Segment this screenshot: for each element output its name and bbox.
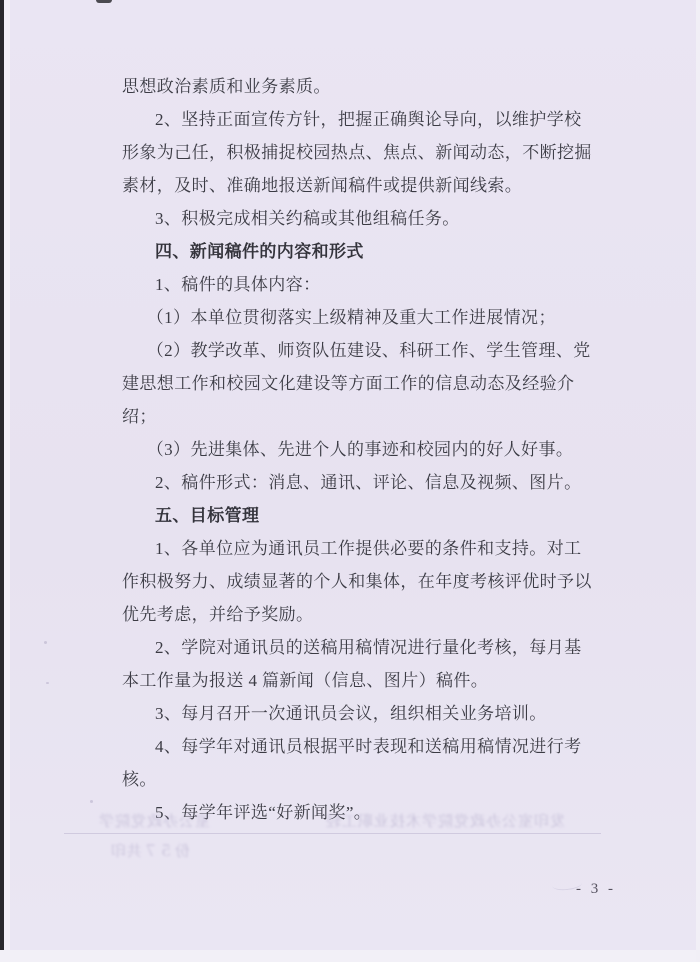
showthrough-rule	[64, 833, 601, 834]
doc-heading-line: 四、新闻稿件的内容和形式	[155, 242, 364, 261]
doc-text-line: 素材，及时、准确地报送新闻稿件或提供新闻线索。	[122, 176, 523, 195]
doc-text-line: 5、每学年评选“好新闻奖”。	[155, 803, 372, 822]
doc-text-line: （2）教学改革、师资队伍建设、科研工作、学生管理、党	[146, 341, 591, 360]
showthrough-text: 发印室公办政党院学术技业职工轻	[324, 814, 565, 830]
doc-text-line: 4、每学年对通讯员根据平时表现和送稿用稿情况进行考	[155, 737, 582, 756]
scan-speck	[44, 641, 47, 644]
doc-text-line: （3）先进集体、先进个人的事迹和校园内的好人好事。	[146, 440, 574, 459]
doc-text-line: 作积极努力、成绩显著的个人和集体，在年度考核评优时予以	[122, 572, 592, 591]
doc-text-line: 1、稿件的具体内容：	[155, 275, 321, 294]
showthrough-text: 室公办政党院学	[97, 814, 210, 830]
doc-heading-line: 五、目标管理	[155, 506, 260, 525]
doc-text-line: 绍；	[122, 407, 157, 426]
doc-text-line: （1）本单位贯彻落实上级精神及重大工作进展情况；	[146, 308, 556, 327]
scan-edge-left-light	[4, 0, 10, 962]
doc-text-line: 3、积极完成相关约稿或其他组稿任务。	[155, 209, 460, 228]
doc-text-line: 本工作量为报送 4 篇新闻（信息、图片）稿件。	[122, 671, 489, 690]
scan-edge-bottom	[0, 950, 700, 962]
doc-text-line: 2、学院对通讯员的送稿用稿情况进行量化考核，每月基	[155, 638, 582, 657]
scan-artifact-top-notch	[96, 0, 112, 3]
scan-speck	[46, 682, 49, 684]
scan-speck	[90, 800, 93, 803]
doc-text-line: 2、坚持正面宣传方针，把握正确舆论导向，以维护学校	[155, 110, 582, 129]
doc-text-line: 形象为己任，积极捕捉校园热点、焦点、新闻动态，不断挖掘	[122, 143, 592, 162]
doc-text-line: 思想政治素质和业务素质。	[122, 77, 331, 96]
document-body	[122, 70, 592, 829]
doc-text-line: 1、各单位应为通讯员工作提供必要的条件和支持。对工	[155, 539, 582, 558]
showthrough-text: 份５７共印	[109, 844, 190, 860]
doc-text-line: 建思想工作和校园文化建设等方面工作的信息动态及经验介	[122, 374, 575, 393]
doc-text-line: 2、稿件形式：消息、通讯、评论、信息及视频、图片。	[155, 473, 582, 492]
page-number: - 3 -	[576, 881, 616, 897]
doc-text-line: 优先考虑，并给予奖励。	[122, 605, 314, 624]
doc-text-line: 核。	[122, 770, 157, 789]
scan-edge-right	[696, 0, 700, 962]
doc-text-line: 3、每月召开一次通讯员会议，组织相关业务培训。	[155, 704, 547, 723]
